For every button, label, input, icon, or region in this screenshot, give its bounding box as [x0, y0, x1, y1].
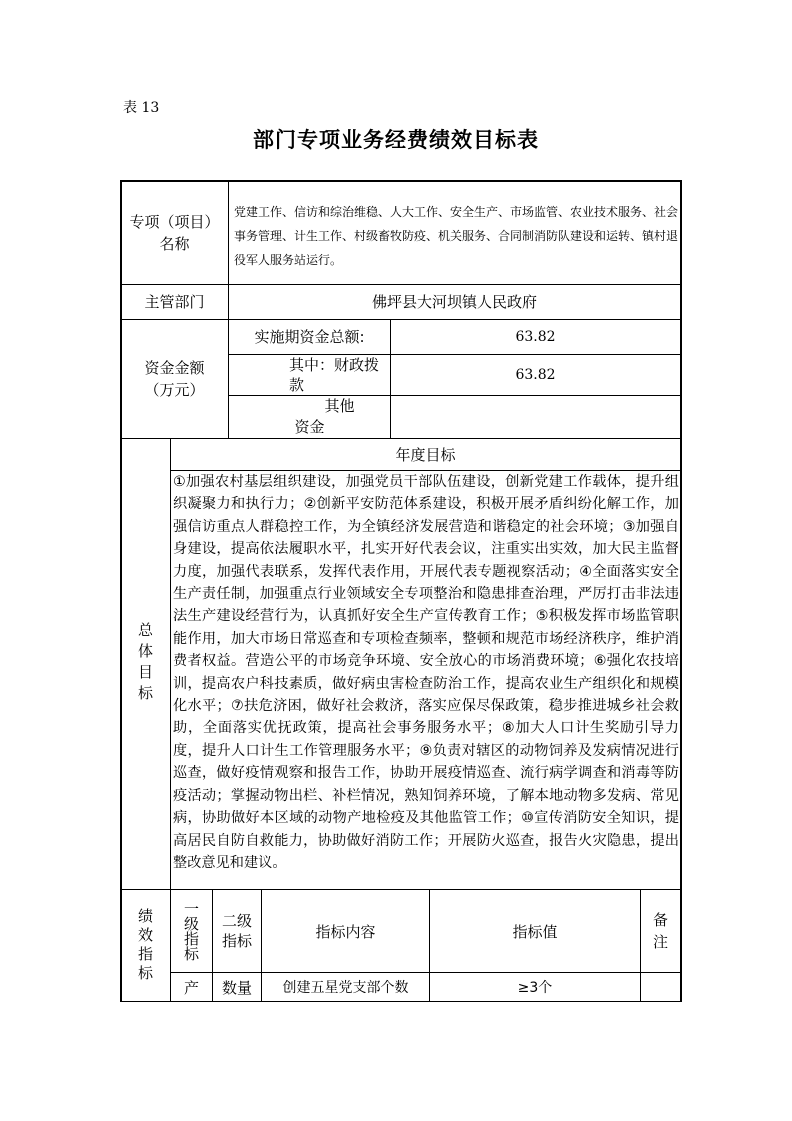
department-label: 主管部门: [144, 293, 205, 311]
performance-label: 绩效指标: [136, 907, 154, 984]
fiscal-funds-label: [229, 354, 390, 395]
project-name-value: 党建工作、信访和综治维稳、人大工作、安全生产、市场监管、农业技术服务、社会事务管理、计生工作、村级畜牧防疫、机关服务、合同制消防队建设和运转、镇村退役军人服务站运行。: [234, 205, 679, 267]
row-level1: 产: [183, 978, 199, 997]
fiscal-funds-value: 63.82: [515, 366, 556, 383]
other-funds-label-line2: 资金: [294, 417, 325, 436]
annual-goal-header: 年度目标: [395, 446, 456, 464]
table-number-label: 表 13: [123, 100, 160, 116]
column-header-note: 备注: [652, 911, 668, 951]
funds-label-line2: （万元）: [144, 380, 205, 399]
department-value: 佛坪县大河坝镇人民政府: [371, 293, 537, 311]
funds-label: [121, 319, 228, 438]
fiscal-funds-label-line2: 款: [289, 375, 305, 394]
other-funds-label-line1: 其他: [324, 396, 355, 415]
overall-goal-label: 总体目标: [136, 622, 154, 706]
project-name-label: [121, 182, 228, 284]
annual-goal-text: ①加强农村基层组织建设，加强党员干部队伍建设，创新党建工作载体，提升组织凝聚力和执行力；②创新平安防范体系建设，积极开展矛盾纠纷化解工作，加强信访重点人群稳控工作，为全镇经济发展营造和谐稳定的社会环境；③加强自身建设，提高依法履职水平，扎实开好代表会议，注重实出实效，加大民主监督力度，加强代表联系，发挥代表作用，开展代表专题视察活动；④全面落实安全生产责任制，加强重点行业领域安全专项整治和隐患排查治理，严厉打击非法违法生产建设经营行为，认真抓好安全生产宣传教育工作；⑤积极发挥市场监管职能作用，加大市场日常巡查和专项检查频率，整顿和规范市场经济秩序，维护消费者权益。营造公平的市场竞争环境、安全放心的市场消费环境；⑥强化农技培训，提高农户科技素质，做好病虫害检查防治工作，提高农业生产组织化和规模化水平；⑦扶危济困，做好社会救济，落实应保尽保政策，稳步推进城乡社会救助，全面落实优抚政策，提高社会事务服务水平；⑧加大人口计生奖励引导力度，提升人口计生工作管理服务水平；⑨负责对辖区的动物饲养及发病情况进行巡查，做好疫情观察和报告工作，协助开展疫情巡查、流行病学调查和消毒等防疫活动；掌握动物出栏、补栏情况，熟知饲养环境，了解本地动物多发病、常见病，协助做好本区域的动物产地检疫及其他监管工作；⑩宣传消防安全知识，提高居民自防自救能力，协助做好消防工作；开展防火巡查，报告火灾隐患，提出整改意见和建议。: [173, 474, 679, 871]
total-funds-value: 63.82: [515, 328, 556, 345]
fiscal-funds-label-line1: 其中：财政拨: [289, 355, 380, 374]
document-title: 部门专项业务经费绩效目标表: [253, 128, 539, 152]
column-header-value: 指标值: [512, 922, 558, 941]
project-name-label-line1: 专项（项目）: [129, 213, 220, 231]
row-note: [641, 973, 680, 1001]
funds-label-line1: 资金金额: [144, 358, 205, 377]
row-level2: 数量: [221, 978, 252, 997]
column-header-content: 指标内容: [315, 922, 376, 941]
other-funds-value: [391, 395, 680, 438]
project-name-label-line2: 名称: [159, 235, 190, 253]
row-value: ≥3个: [517, 980, 553, 996]
other-funds-label: [229, 395, 390, 438]
column-header-level2: 二级指标: [221, 912, 252, 950]
column-header-level1: 一级指标: [182, 901, 200, 961]
row-content: 创建五星党支部个数: [282, 980, 409, 996]
total-funds-label: 实施期资金总额:: [254, 328, 365, 346]
